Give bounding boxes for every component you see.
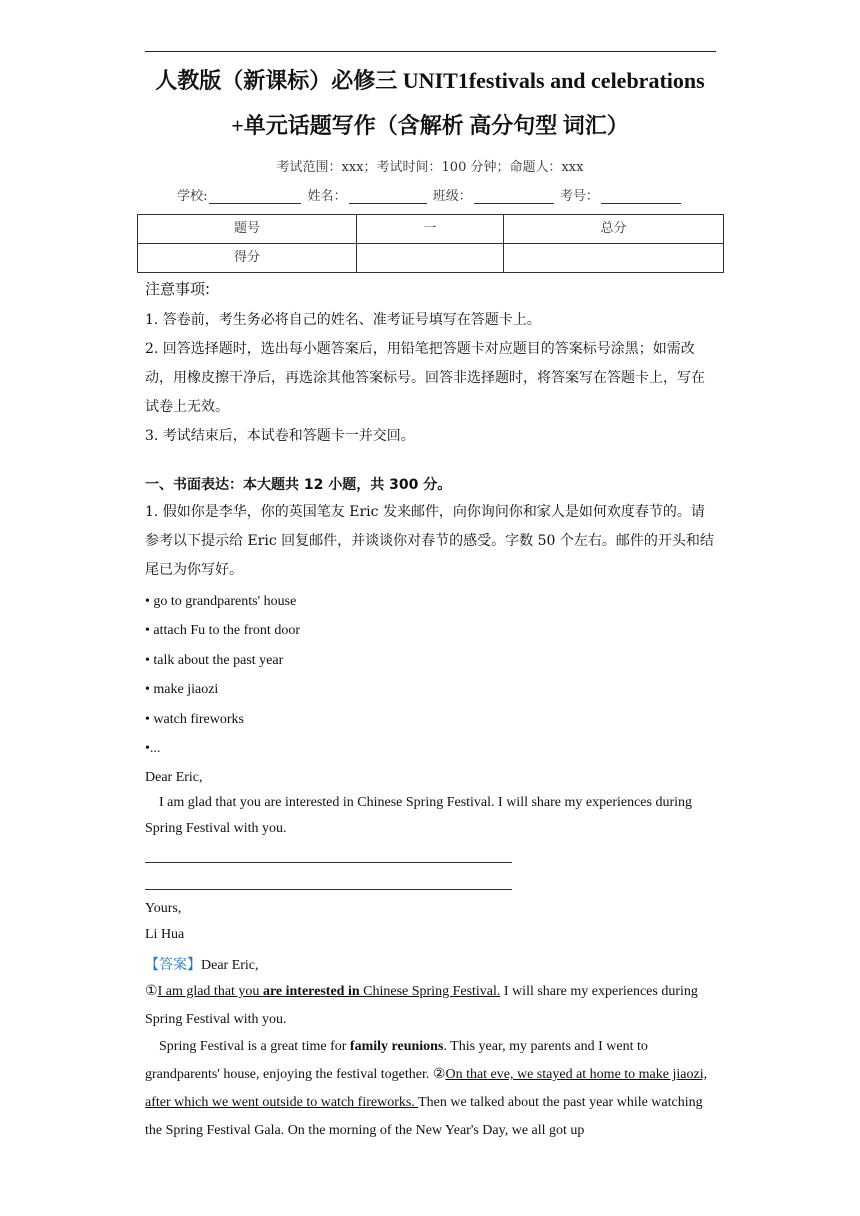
letter-opening: I am glad that you are interested in Chinese Spring Festival. I will share my experiences during Spring Festival with you.: [145, 795, 693, 836]
number-blank[interactable]: [601, 189, 681, 204]
score-table-header-row: [138, 215, 724, 244]
name-label: 姓名：: [307, 189, 347, 204]
class-label: 班级：: [432, 189, 472, 204]
exam-info: 考试范围：xxx；考试时间：100 分钟；命题人：xxx: [276, 160, 584, 175]
score-cell[interactable]: [357, 244, 504, 273]
score-header-cell: 一: [357, 215, 504, 244]
answer-tag: 【答案】: [145, 958, 201, 973]
score-row-label: 得分: [138, 244, 357, 273]
hint-item: • watch fireworks: [145, 712, 244, 727]
answer-paragraph-2: Spring Festival is a great time for family reunions. This year, my parents and I went to grandparents' house, enjoying the festival together. ②On that eve, we stayed at home to make jiaozi, after which we went outside to watch fireworks. Then we talked about the past year while watching the Spring Festival Gala. On the morning of the New Year's Day, we all got up: [145, 1039, 708, 1138]
notice-item: 3. 考试结束后，本试卷和答题卡一并交回。: [145, 428, 415, 444]
section-heading: 一、书面表达：本大题共 12 小题，共 300 分。: [145, 477, 452, 493]
answer-line[interactable]: [145, 862, 512, 863]
notice-heading: 注意事项:: [145, 280, 211, 298]
letter-greeting: Dear Eric,: [145, 770, 203, 785]
letter-signature: Li Hua: [145, 927, 185, 942]
answer-greeting: Dear Eric,: [201, 958, 259, 973]
score-table-row: [138, 244, 724, 273]
school-label: 学校:: [177, 189, 208, 204]
name-blank[interactable]: [349, 189, 427, 204]
hint-item: • attach Fu to the front door: [145, 623, 300, 638]
answer-heading: [145, 954, 259, 974]
hint-item: • make jiaozi: [145, 682, 219, 697]
score-header-cell: 总分: [504, 215, 724, 244]
header-rule: [145, 51, 716, 52]
answer-sentence-1: ①I am glad that you are interested in Chinese Spring Festival. I will share my experiences during Spring Festival with you.: [145, 984, 698, 1027]
page-title-line2: +单元话题写作（含解析 高分句型 词汇）: [231, 113, 629, 138]
answer-line[interactable]: [145, 889, 512, 890]
number-label: 考号：: [559, 189, 599, 204]
notice-item: 2. 回答选择题时，选出每小题答案后，用铅笔把答题卡对应题目的答案标号涂黑；如需改动，用橡皮擦干净后，再选涂其他答案标号。回答非选择题时，将答案写在答题卡上，写在试卷上无效。: [145, 341, 705, 415]
score-table: [137, 214, 724, 273]
letter-closing: Yours,: [145, 901, 182, 916]
notice-item: 1. 答卷前，考生务必将自己的姓名、准考证号填写在答题卡上。: [145, 312, 541, 328]
hint-item: • go to grandparents' house: [145, 594, 297, 609]
page-title-line1: 人教版（新课标）必修三 UNIT1festivals and celebrations: [155, 68, 705, 93]
score-header-cell: 题号: [138, 215, 357, 244]
class-blank[interactable]: [474, 189, 554, 204]
school-blank[interactable]: [209, 189, 301, 204]
hint-item: •...: [145, 741, 161, 756]
hint-item: • talk about the past year: [145, 653, 284, 668]
student-info-row: [140, 185, 720, 204]
question-prompt: 1. 假如你是李华，你的英国笔友 Eric 发来邮件，向你询问你和家人是如何欢度春节的。请参考以下提示给 Eric 回复邮件，并谈谈你对春节的感受。字数 50 个左右。邮件的开头和结尾已为你写好。: [145, 504, 714, 578]
score-cell[interactable]: [504, 244, 724, 273]
